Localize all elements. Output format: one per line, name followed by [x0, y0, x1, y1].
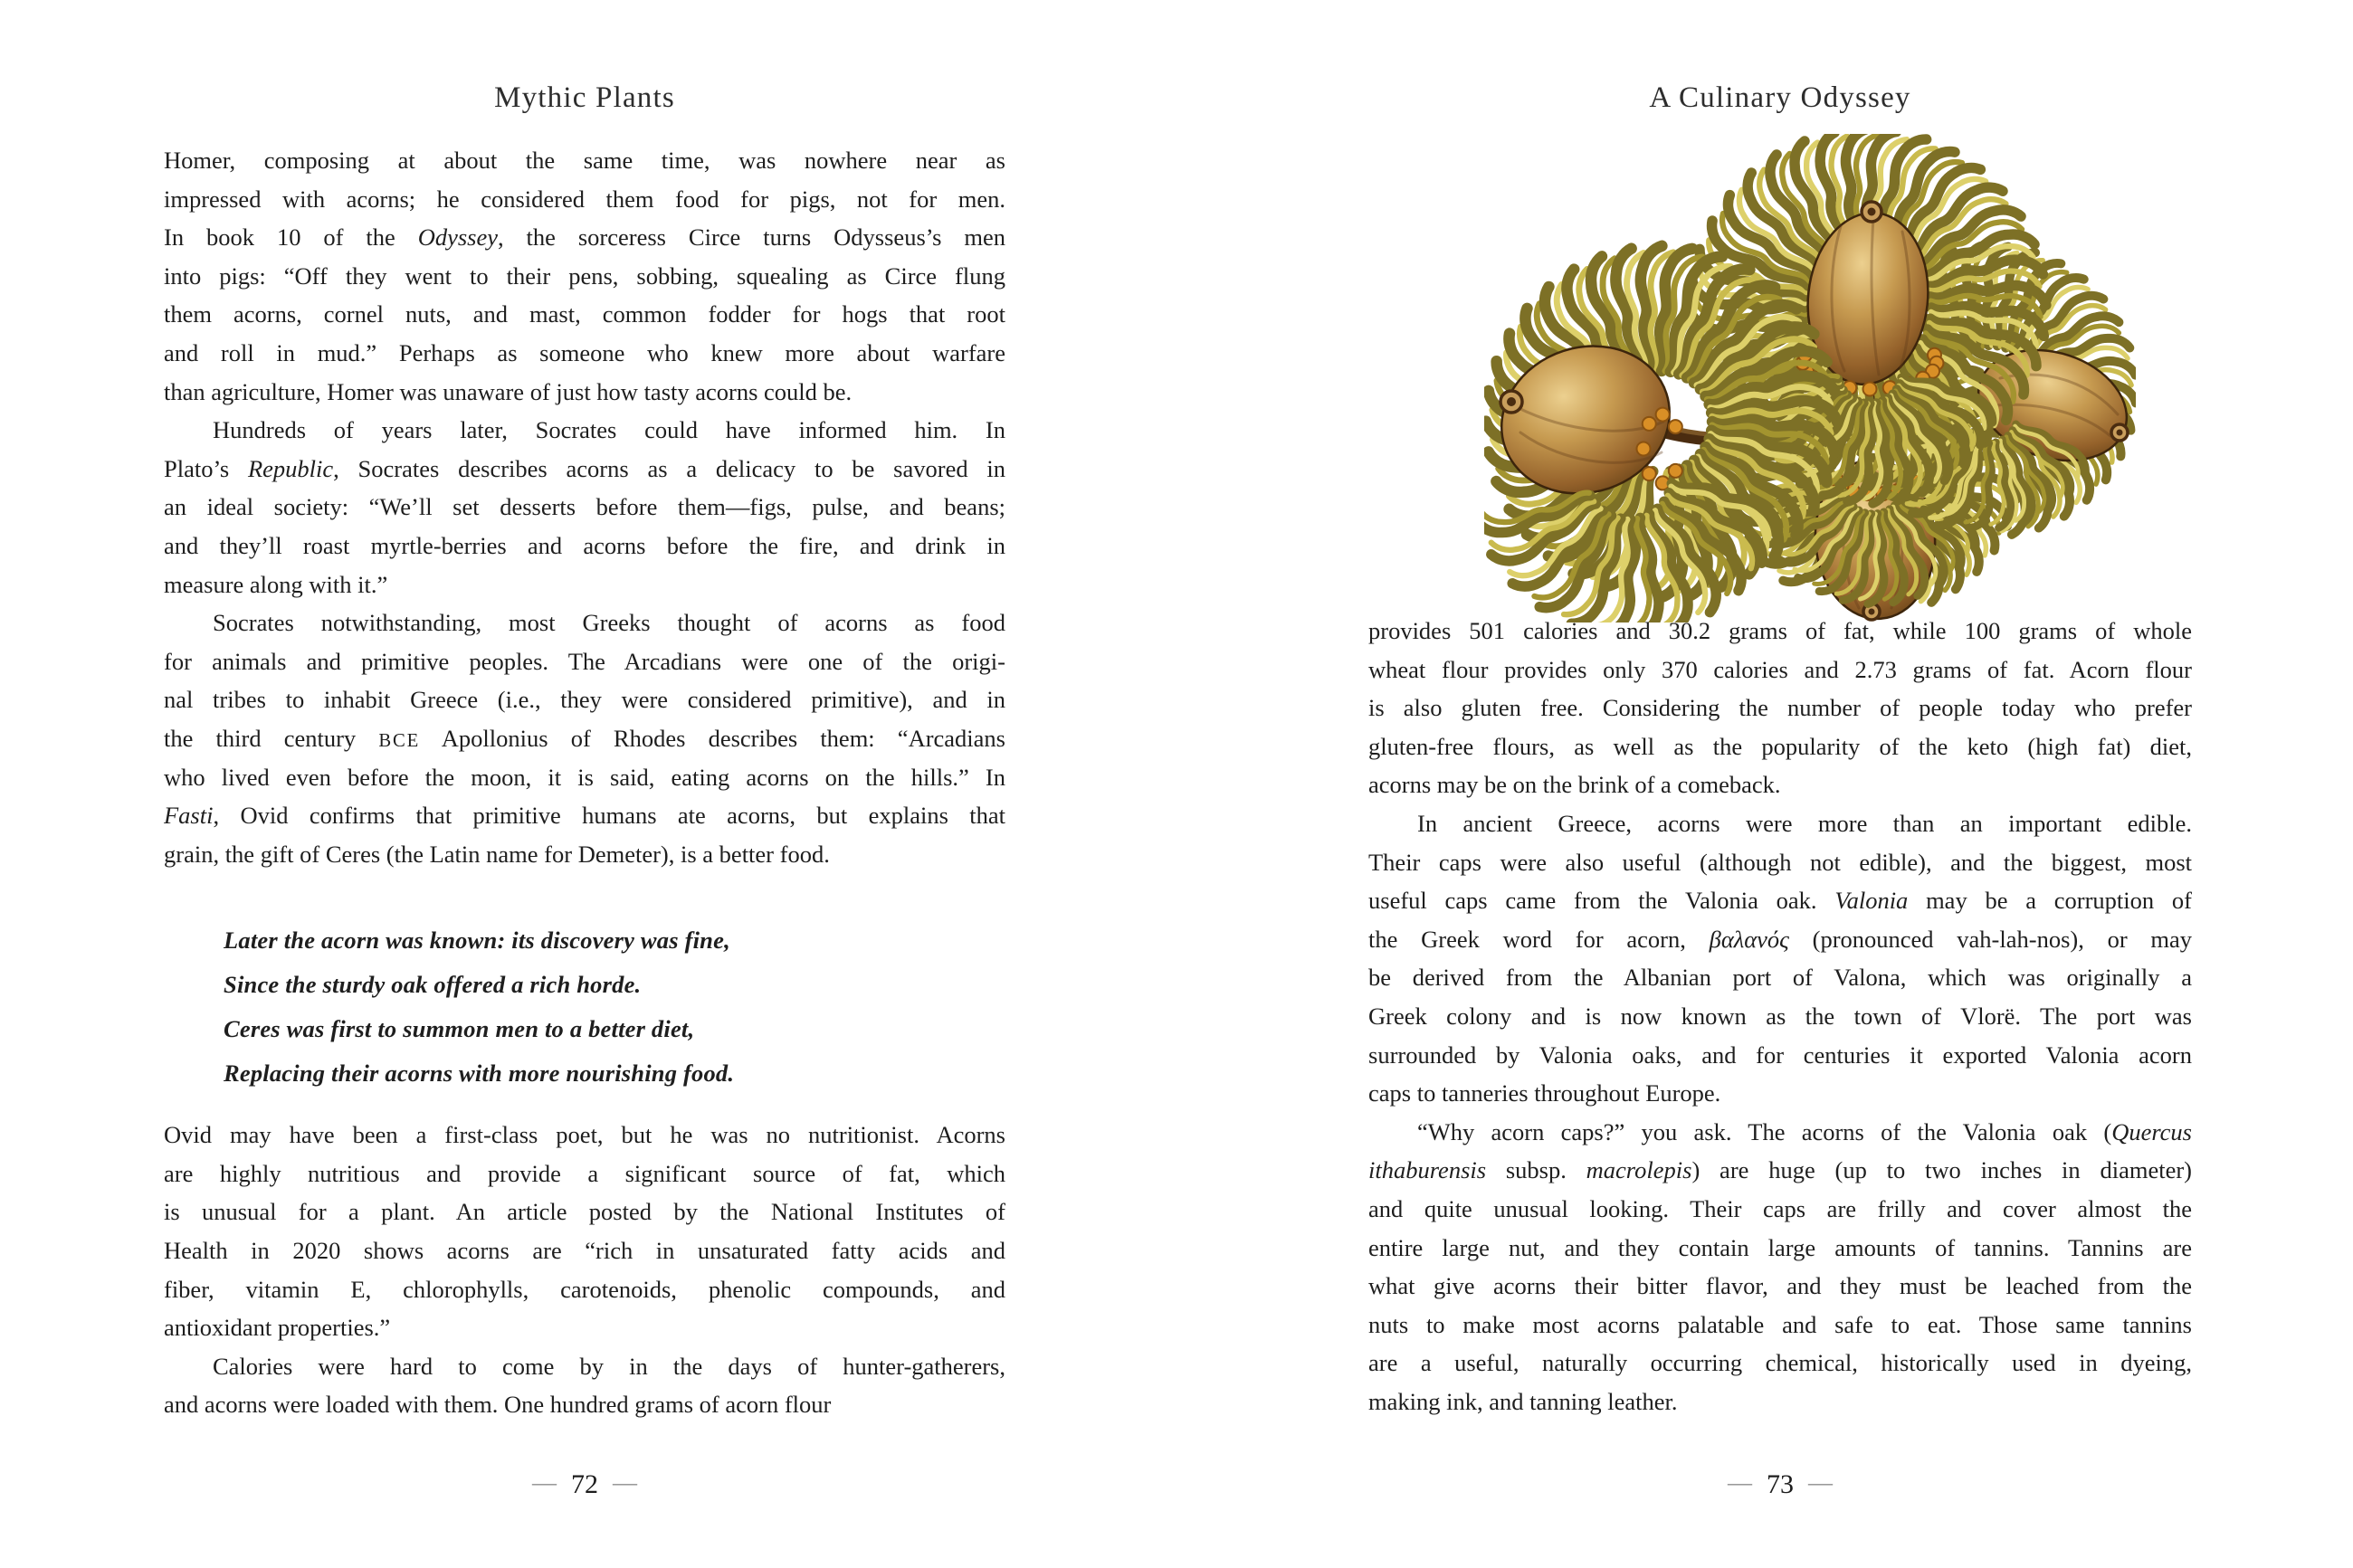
text-line: are highly nutritious and provide a significant source of fat, which — [164, 1159, 1005, 1187]
text-line: into pigs: “Off they went to their pens, sobbing, squealing as Circe flung — [164, 261, 1005, 290]
text-line: for animals and primitive peoples. The Arcadians were one of the origi- — [164, 647, 1005, 675]
text-line: acorns may be on the brink of a comeback. — [1368, 771, 1781, 799]
text-line: fiber, vitamin E, chlorophylls, carotenoids, phenolic compounds, and — [164, 1275, 1005, 1303]
text-line: Plato’s Republic, Socrates describes acorns as a delicacy to be savored in — [164, 454, 1005, 482]
folio-dash: — — [1808, 1468, 1833, 1496]
text-line: Replacing their acorns with more nourishing food. — [224, 1060, 735, 1088]
text-line: Ceres was first to summon men to a better diet, — [224, 1015, 695, 1043]
text-line: than agriculture, Homer was unaware of just how tasty acorns could be. — [164, 377, 853, 405]
running-head-right: A Culinary Odyssey — [1649, 81, 1911, 114]
running-head-left: Mythic Plants — [494, 81, 675, 114]
text-line: In ancient Greece, acorns were more than an important edible. — [1417, 809, 2192, 837]
text-line: Greek colony and is now known as the town of Vlorë. The port was — [1368, 1002, 2192, 1030]
text-line: Ovid may have been a first-class poet, but he was no nutritionist. Acorns — [164, 1121, 1005, 1149]
text-line: measure along with it.” — [164, 570, 388, 598]
folio-dash: — — [613, 1468, 637, 1496]
left-page — [0, 0, 1176, 1568]
text-line: grain, the gift of Ceres (the Latin name for Demeter), is a better food. — [164, 840, 830, 868]
right-page — [1176, 0, 2353, 1568]
text-line: caps to tanneries throughout Europe. — [1368, 1079, 1721, 1107]
text-line: be derived from the Albanian port of Valona, which was originally a — [1368, 964, 2192, 992]
verse-quote — [224, 918, 1005, 1096]
text-line: and roll in mud.” Perhaps as someone who knew more about warfare — [164, 338, 1005, 366]
text-line: and acorns were loaded with them. One hundred grams of acorn flour — [164, 1391, 832, 1419]
text-line: In book 10 of the Odyssey, the sorceress Circe turns Odysseus’s men — [164, 223, 1005, 252]
text-line: who lived even before the moon, it is said, eating acorns on the hills.” In — [164, 763, 1005, 791]
paragraph — [1368, 612, 2192, 804]
text-line: entire large nut, and they contain large amounts of tannins. Tannins are — [1368, 1233, 2192, 1261]
text-line: provides 501 calories and 30.2 grams of fat, while 100 grams of whole — [1368, 617, 2192, 644]
paragraph — [164, 603, 1005, 873]
paragraph — [1368, 1113, 2192, 1421]
text-line: Health in 2020 shows acorns are “rich in unsaturated fatty acids and — [164, 1237, 1005, 1265]
text-line: them acorns, cornel nuts, and mast, common fodder for hogs that root — [164, 300, 1005, 328]
left-text-column — [164, 141, 1005, 1424]
text-line: useful caps came from the Valonia oak. Valonia may be a corruption of — [1368, 887, 2192, 915]
text-line: what give acorns their bitter flavor, and they must be leached from the — [1368, 1272, 2192, 1300]
paragraph — [164, 411, 1005, 603]
page-number-left — [164, 1466, 1005, 1504]
text-line: antioxidant properties.” — [164, 1314, 391, 1342]
text-line: “Why acorn caps?” you ask. The acorns of the Valonia oak (Quercus — [1417, 1117, 2192, 1145]
text-line: Fasti, Ovid confirms that primitive humans ate acorns, but explains that — [164, 802, 1005, 830]
paragraph — [164, 1347, 1005, 1424]
paragraph — [1368, 804, 2192, 1113]
text-line: the Greek word for acorn, βαλανός (pronounced vah-lah-nos), or may — [1368, 925, 2192, 953]
text-line: Since the sturdy oak offered a rich horde. — [224, 971, 642, 999]
text-line: wheat flour provides only 370 calories and 2.73 grams of fat. Acorn flour — [1368, 655, 2192, 683]
text-line: nal tribes to inhabit Greece (i.e., they were considered primitive), and in — [164, 686, 1005, 714]
text-line: Later the acorn was known: its discovery was fine, — [224, 927, 730, 955]
acorn-illustration — [1484, 134, 2136, 622]
text-line: an ideal society: “We’ll set desserts before them—figs, pulse, and beans; — [164, 493, 1005, 521]
folio-dash: — — [1728, 1468, 1752, 1496]
text-line: Socrates notwithstanding, most Greeks thought of acorns as food — [213, 609, 1005, 637]
text-line: Homer, composing at about the same time, was nowhere near as — [164, 147, 1005, 174]
text-line: surrounded by Valonia oaks, and for centuries it exported Valonia acorn — [1368, 1041, 2192, 1069]
paragraph — [164, 141, 1005, 411]
folio-dash: — — [532, 1468, 557, 1496]
right-text-column — [1368, 612, 2192, 1421]
folio-number: 72 — [571, 1469, 598, 1499]
text-line: is unusual for a plant. An article posted by the National Institutes of — [164, 1198, 1005, 1226]
text-line: is also gluten free. Considering the number of people today who prefer — [1368, 694, 2192, 722]
folio-number: 73 — [1767, 1469, 1794, 1499]
text-line: are a useful, naturally occurring chemical, historically used in dyeing, — [1368, 1349, 2192, 1377]
text-line: making ink, and tanning leather. — [1368, 1387, 1678, 1415]
text-line: impressed with acorns; he considered them food for pigs, not for men. — [164, 185, 1005, 213]
text-line: and quite unusual looking. Their caps are frilly and cover almost the — [1368, 1194, 2192, 1222]
text-line: nuts to make most acorns palatable and safe to eat. Those same tannins — [1368, 1310, 2192, 1338]
text-line: the third century BCE Apollonius of Rhodes describes them: “Arcadians — [164, 724, 1005, 752]
text-line: and they’ll roast myrtle-berries and acorns before the fire, and drink in — [164, 531, 1005, 559]
text-line: Hundreds of years later, Socrates could have informed him. In — [213, 416, 1005, 444]
text-line: Calories were hard to come by in the days of hunter-gatherers, — [213, 1352, 1005, 1380]
text-line: ithaburensis subsp. macrolepis) are huge (up to two inches in diameter) — [1368, 1156, 2192, 1184]
text-line: gluten-free flours, as well as the popularity of the keto (high fat) diet, — [1368, 732, 2192, 760]
paragraph — [164, 1116, 1005, 1347]
page-number-right — [1368, 1466, 2192, 1504]
text-line: Their caps were also useful (although not edible), and the biggest, most — [1368, 848, 2192, 876]
